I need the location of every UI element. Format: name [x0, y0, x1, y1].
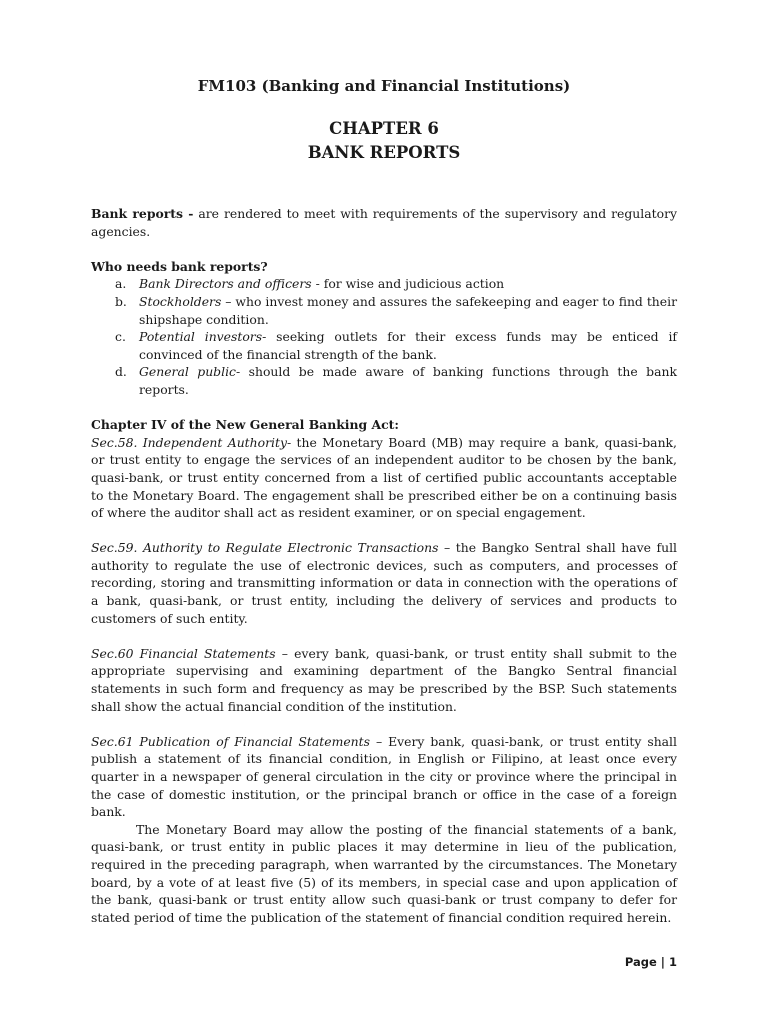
act-heading: Chapter IV of the New General Banking Act: [91, 417, 399, 433]
section-title: Sec.59. Authority to Regulate Electronic Transactions [91, 540, 439, 556]
list-item-term: Bank Directors and officers - [139, 276, 320, 292]
who-needs-heading: Who needs bank reports? [91, 258, 268, 274]
list-marker: b. [115, 293, 127, 309]
section-text: – the Bangko Sentral shall have full authority to regulate the use of electronic devices, such as computers, and processes of recording, storing and transmitting information or data in connection with the operations of a bank, quasi-bank, or trust entity, including the delivery of services and products to customers of such entity. [91, 540, 677, 626]
chapter-number: CHAPTER 6 [329, 119, 439, 138]
course-title: FM103 (Banking and Financial Institutions) [197, 77, 571, 95]
list-marker: d. [115, 364, 127, 380]
definition-text: are rendered to meet with requirements of the supervisory and regulatory agencies. [91, 206, 677, 239]
definition-paragraph [91, 205, 677, 240]
page-number: Page | 1 [624, 955, 677, 969]
who-needs-list [91, 275, 677, 398]
section-paragraph [91, 645, 677, 715]
list-item-text: should be made aware of banking functions through the bank reports. [139, 364, 677, 397]
list-marker: c. [115, 329, 126, 345]
section-title: Sec.58. Independent Authority- [91, 434, 292, 450]
section-text: – every bank, quasi-bank, or trust entity shall submit to the appropriate supervising and examining department of the Bangko Sentral financial statements in such form and frequency as may be prescribed by the BSP. Such statements shall show the actual financial condition of the institution. [91, 645, 677, 714]
list-marker: a. [115, 276, 127, 292]
section-title: Sec.61 Publication of Financial Statements [91, 733, 370, 749]
section-text: the Monetary Board (MB) may require a bank, quasi-bank, or trust entity to engage the services of an independent auditor to be chosen by the bank, quasi-bank, or trust entity concerned from a list of certified public accountants acceptable to the Monetary Board. The engagement shall be prescribed either be on a continuing basis of where the auditor shall act as resident examiner, or on special engagement. [91, 434, 677, 521]
continuation-paragraph: The Monetary Board may allow the posting of the financial statements of a bank, quasi-bank, or trust entity in public places it may determine in lieu of the publication, required in the preceding paragraph, when warranted by the circumstances. The Monetary board, by a vote of at least five (5) of its members, in special case and upon application of the bank, quasi-bank or trust entity allow such quasi-bank or trust company to defer for stated period of time the publication of the statement of financial condition required herein. [91, 821, 677, 925]
list-item [91, 293, 677, 328]
list-item [91, 363, 677, 398]
list-item-term: General public- [139, 364, 241, 380]
section-text: – Every bank, quasi-bank, or trust entity shall publish a statement of its financial condition, in English or Filipino, at least once every quarter in a newspaper of general circulation in the city or province where the principal in the case of domestic institution, or the principal branch or office in the case of a foreign bank. [91, 733, 677, 820]
document-body [91, 205, 677, 926]
section-paragraph [91, 733, 677, 821]
list-item [91, 328, 677, 363]
list-item-term: Potential investors- [139, 329, 267, 345]
section-paragraph [91, 434, 677, 522]
list-item-text: – who invest money and assures the safekeeping and eager to find their shipshape condition. [139, 293, 677, 327]
chapter-title: BANK REPORTS [307, 143, 461, 162]
chapter-heading [91, 117, 677, 165]
list-item-text: for wise and judicious action [319, 276, 505, 292]
section-paragraph [91, 539, 677, 627]
list-item-text: seeking outlets for their excess funds may be enticed if convinced of the financial strength of the bank. [139, 329, 677, 362]
section-title: Sec.60 Financial Statements [91, 645, 276, 661]
list-item [91, 275, 677, 293]
list-item-term: Stockholders [139, 293, 222, 309]
definition-term: Bank reports - [91, 206, 194, 221]
